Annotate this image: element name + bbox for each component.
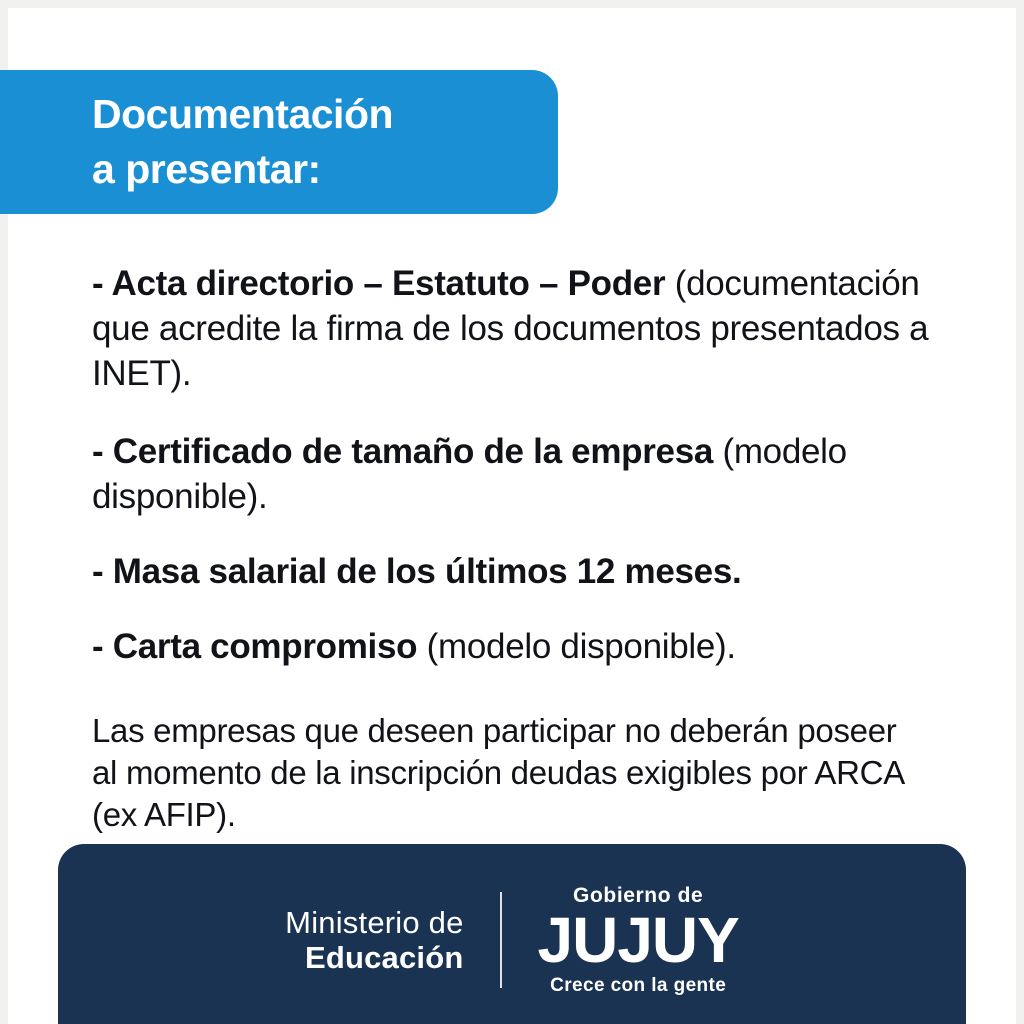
list-item-title: - Acta directorio – Estatuto – Poder bbox=[92, 264, 666, 303]
ministry-logo bbox=[285, 905, 463, 976]
government-label: Gobierno de bbox=[573, 883, 704, 907]
jujuy-wordmark: JUJUY bbox=[537, 903, 739, 976]
page-edge-right bbox=[1016, 0, 1024, 1024]
footer-divider bbox=[500, 892, 502, 988]
header-title-line1: Documentación bbox=[92, 91, 394, 138]
government-tagline: Crece con la gente bbox=[550, 975, 727, 997]
list-item-detail: (modelo disponible). bbox=[92, 432, 847, 517]
ministry-line2: Educación bbox=[304, 939, 464, 975]
header-banner bbox=[0, 70, 558, 214]
page-edge-top bbox=[0, 0, 1024, 8]
list-item bbox=[92, 550, 952, 595]
list-item bbox=[92, 262, 952, 396]
list-item-title: - Carta compromiso bbox=[92, 626, 418, 666]
list-item bbox=[92, 625, 952, 670]
header-title-line2: a presentar: bbox=[92, 146, 321, 192]
footer-logos bbox=[285, 885, 739, 996]
list-item bbox=[92, 430, 952, 520]
list-item-title: - Masa salarial de los últimos 12 meses. bbox=[92, 551, 742, 591]
document-list bbox=[92, 262, 952, 836]
list-item-detail: (modelo disponible). bbox=[417, 626, 736, 666]
government-logo bbox=[538, 885, 739, 996]
footer-bar bbox=[58, 844, 966, 1024]
list-item-title: - Certificado de tamaño de la empresa bbox=[92, 432, 714, 472]
ministry-line1: Ministerio de bbox=[285, 904, 464, 940]
list-item-detail: (documentación que acredite la firma de los documentos presentados a INET). bbox=[92, 264, 929, 393]
note-text: Las empresas que deseen participar no deberán poseer al momento de la inscripción deudas exigibles por ARCA (ex AFIP). bbox=[92, 711, 904, 834]
